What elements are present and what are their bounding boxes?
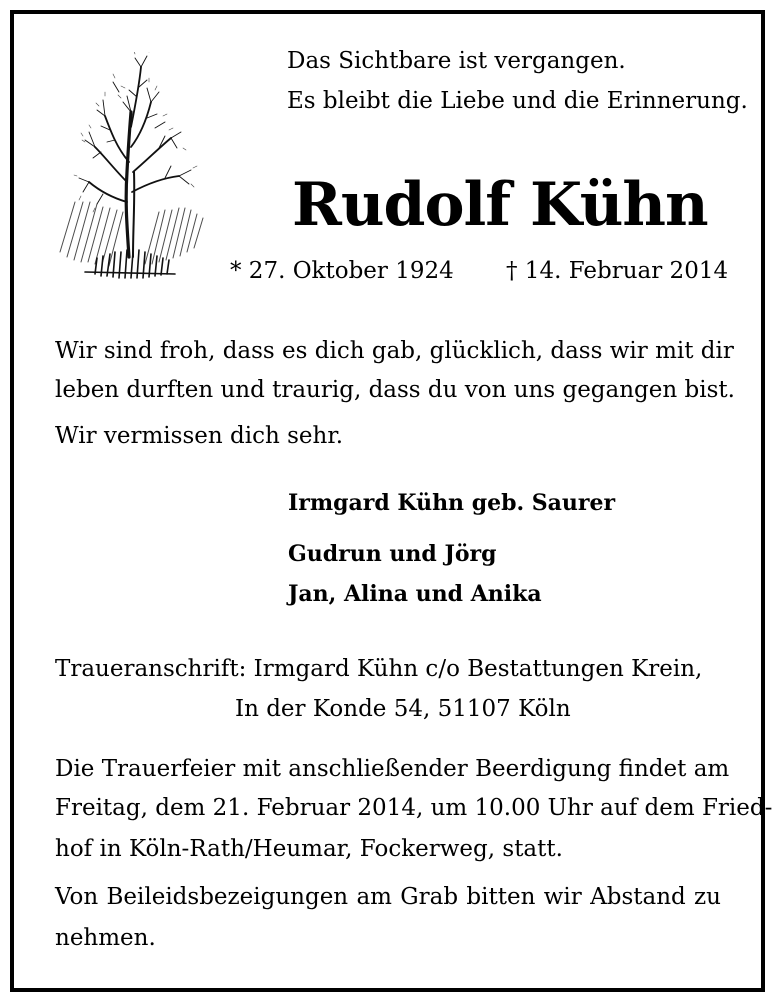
family-member-1: Irmgard Kühn geb. Saurer	[288, 490, 616, 516]
quote-line-2: Es bleibt die Liebe und die Erinnerung.	[287, 88, 748, 114]
family-member-3: Jan, Alina und Anika	[288, 581, 542, 607]
bare-tree-icon	[55, 52, 215, 284]
condolence-line-1: Von Beileidsbezeigungen am Grab bitten wir Abstand zu	[55, 884, 721, 910]
quote-line-1: Das Sichtbare ist vergangen.	[287, 48, 626, 74]
message-line-2: leben durften und traurig, dass du von uns gegangen bist.	[55, 377, 735, 403]
family-member-2: Gudrun und Jörg	[288, 541, 497, 567]
mourning-address-line-2: In der Konde 54, 51107 Köln	[235, 696, 571, 722]
birth-date: * 27. Oktober 1924	[230, 258, 454, 284]
ceremony-line-2: Freitag, dem 21. Februar 2014, um 10.00 Uhr auf dem Fried-	[55, 795, 773, 821]
death-date: † 14. Februar 2014	[506, 258, 729, 284]
ceremony-line-1: Die Trauerfeier mit anschließender Beerdigung findet am	[55, 756, 730, 782]
mourning-address-line-1: Traueranschrift: Irmgard Kühn c/o Bestattungen Krein,	[55, 656, 703, 682]
deceased-name: Rudolf Kühn	[292, 170, 708, 240]
ceremony-line-3: hof in Köln-Rath/Heumar, Fockerweg, statt.	[55, 836, 563, 862]
condolence-line-2: nehmen.	[55, 925, 156, 951]
message-line-3: Wir vermissen dich sehr.	[55, 423, 344, 449]
message-line-1: Wir sind froh, dass es dich gab, glücklich, dass wir mit dir	[55, 338, 734, 364]
